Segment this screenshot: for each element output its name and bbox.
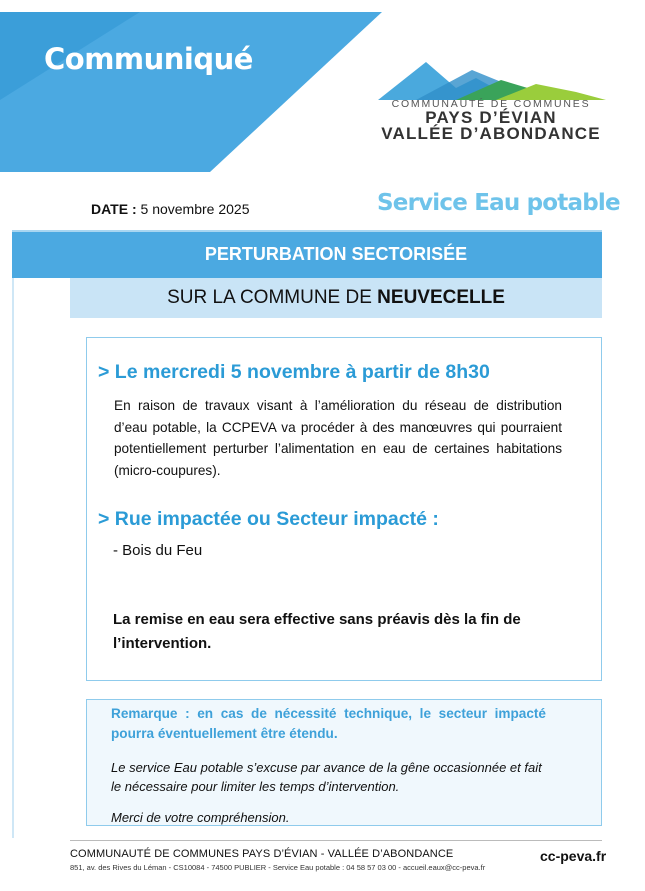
footer-organization: COMMUNAUTÉ DE COMMUNES PAYS D’ÉVIAN - VALLÉE D’ABONDANCE xyxy=(70,848,454,860)
thanks-text: Merci de votre compréhension. xyxy=(111,810,290,825)
impacted-street: - Bois du Feu xyxy=(113,542,203,559)
sector-heading: > Rue impactée ou Secteur impacté : xyxy=(98,508,439,530)
logo-text-line3: VALLÉE D’ABONDANCE xyxy=(381,124,601,143)
logo-text-line2: PAYS D’ÉVIAN xyxy=(425,108,557,127)
left-divider xyxy=(12,278,14,838)
document-date xyxy=(91,201,249,217)
notice-title: PERTURBATION SECTORISÉE xyxy=(204,244,468,264)
commune-name: NEUVECELLE xyxy=(377,287,505,308)
footer-divider xyxy=(70,840,602,841)
date-value: 5 novembre 2025 xyxy=(140,201,250,217)
footer-website: cc-peva.fr xyxy=(540,848,607,864)
page-title: Communiqué xyxy=(44,42,253,76)
service-name: Service Eau potable xyxy=(377,190,620,216)
date-label: DATE : xyxy=(91,201,137,217)
subtitle-prefix: SUR LA COMMUNE DE xyxy=(167,287,372,308)
footer-address: 851, av. des Rives du Léman - CS10084 - 74500 PUBLIER - Service Eau potable : 04 58 57 03 00 - accueil.eaux@cc-peva.fr xyxy=(70,863,486,872)
remark-text: Remarque : en cas de nécessité technique, le secteur impacté pourra éventuellement être étendu. xyxy=(111,706,546,741)
works-description: En raison de travaux visant à l’amélioration du réseau de distribution d’eau potable, la CCPEVA va procéder à des manœuvres qui pourraient potentiellement perturber l’alimentation en eau de certaines habitations (micro-coupures). xyxy=(114,398,562,478)
apology-text: Le service Eau potable s’excuse par avance de la gêne occasionnée et fait le nécessaire pour limiter les temps d’intervention. xyxy=(111,760,542,794)
water-restoration-note: La remise en eau sera effective sans préavis dès la fin de l’intervention. xyxy=(113,611,521,652)
logo-text-line1: COMMUNAUTÉ DE COMMUNES xyxy=(391,98,591,110)
date-heading: > Le mercredi 5 novembre à partir de 8h30 xyxy=(98,361,490,383)
notice-subtitle xyxy=(70,287,602,309)
band-left-block xyxy=(12,232,70,278)
